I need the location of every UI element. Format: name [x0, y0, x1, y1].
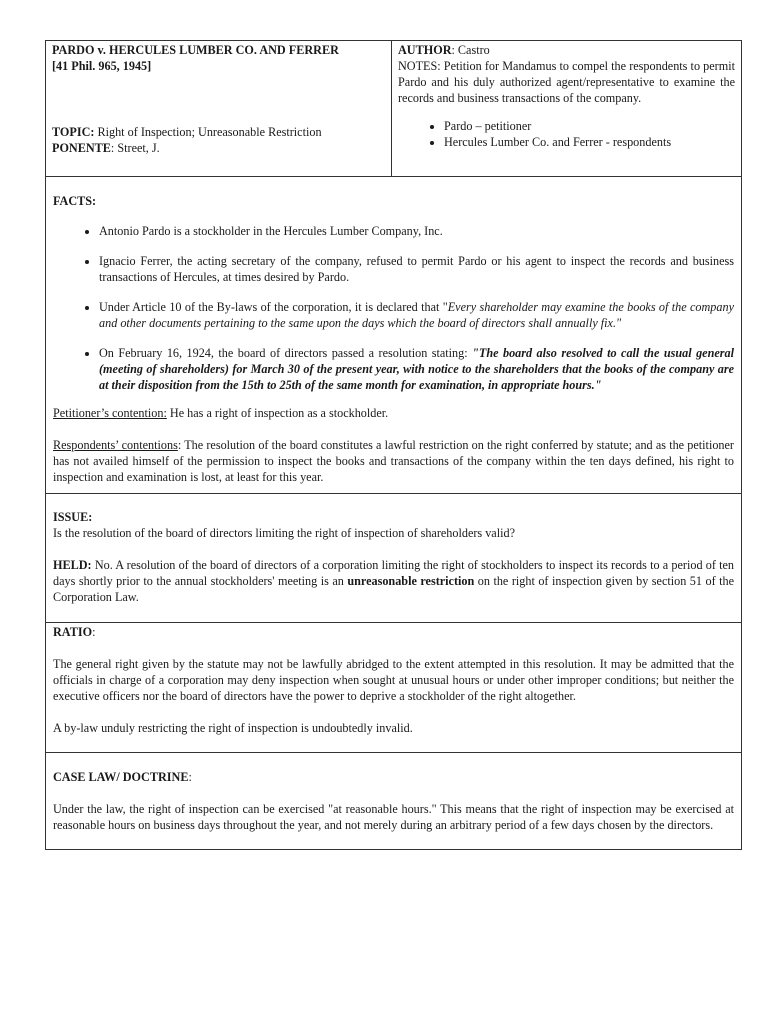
topic-line — [52, 124, 322, 140]
topic-label: TOPIC: — [52, 125, 95, 139]
author-line — [398, 42, 735, 58]
party-petitioner: • Pardo – petitioner — [444, 118, 735, 134]
held-text: No. A resolution of the board of directors of a corporation limiting the right of stockholders to inspect its records to a period of ten days shortly prior to the annual stockholders' meeting is an — [53, 558, 734, 588]
doctrine-colon: : — [188, 770, 192, 784]
doctrine-title: CASE LAW/ DOCTRINE — [53, 770, 189, 784]
ponente-value: : Street, J. — [110, 141, 160, 155]
notes-text: NOTES: Petition for Mandamus to compel the respondents to permit Pardo and his duly authorized agent/representative to examine the records and business transactions of the company. — [398, 59, 735, 105]
topic-block — [52, 124, 322, 156]
fact-text: " — [616, 316, 622, 330]
doctrine-text: Under the law, the right of inspection can be exercised "at reasonable hours." This means that the right of inspection may be exercised at reasonable hours on business days throughout the year, and not merely during an arbitrary period of a few days chosen by the directors. — [53, 802, 734, 832]
author-value: : Castro — [451, 43, 490, 57]
issue-title: ISSUE: — [53, 510, 93, 524]
ratio-title: RATIO — [53, 625, 93, 639]
facts-title: FACTS: — [53, 194, 97, 208]
party-respondents: • Hercules Lumber Co. and Ferrer - respondents — [444, 134, 735, 150]
doctrine-heading — [53, 769, 734, 785]
fact-text: Under Article 10 of the By-laws of the corporation, it is declared that " — [99, 300, 448, 314]
fact-text: On February 16, 1924, the board of directors passed a resolution stating: — [99, 346, 473, 360]
bylaw-quote: Every shareholder may examine the books of the company and other documents pertaining to the same upon the days which the board of directors shall annually fix. — [99, 300, 734, 330]
petitioner-label: Petitioner’s contention: — [53, 406, 167, 420]
ratio-heading — [53, 624, 734, 640]
petitioner-text: He has a right of inspection as a stockholder. — [166, 406, 389, 420]
held-paragraph — [53, 557, 734, 605]
fact-item: • Ignacio Ferrer, the acting secretary of the company, refused to permit Pardo or his agent to inspect the records and business transactions of Hercules, at times desired by Pardo. — [99, 253, 734, 285]
ponente-line — [52, 140, 322, 156]
resolution-quote: "The board also resolved to call the usual general (meeting of shareholders) for March 30 of the present year, with notice to the shareholders that the books of the company are at their disposition from the 15th to 25th of the same month for examination, in appropriate hours." — [99, 346, 734, 392]
topic-value: Right of Inspection; Unreasonable Restriction — [94, 125, 322, 139]
fact-item: • Antonio Pardo is a stockholder in the Hercules Lumber Company, Inc. — [99, 223, 734, 239]
issue-section — [46, 493, 741, 622]
header-right-cell — [392, 41, 741, 176]
doctrine-section — [46, 752, 741, 849]
ratio-paragraph: A by-law unduly restricting the right of inspection is undoubtedly invalid. — [53, 721, 413, 735]
facts-list — [53, 223, 734, 393]
held-text: on the right of inspection given by section 51 of the Corporation Law. — [53, 574, 735, 604]
author-label: AUTHOR — [398, 43, 452, 57]
facts-section — [46, 176, 741, 493]
fact-item — [99, 299, 734, 331]
respondents-label: Respondents’ contentions — [53, 438, 178, 452]
respondents-contention — [53, 437, 734, 485]
petitioner-contention — [53, 405, 734, 421]
header-row — [46, 41, 741, 176]
case-title: PARDO v. HERCULES LUMBER CO. AND FERRER — [52, 43, 339, 57]
ratio-colon: : — [92, 625, 96, 639]
held-label: HELD: — [53, 558, 92, 572]
parties-list — [398, 118, 735, 150]
ratio-paragraph: The general right given by the statute may not be lawfully abridged to the extent attempted in this resolution. It may be admitted that the officials in charge of a corporation may deny inspection when sought at unusual hours or under other improper conditions; but neither the executive officers nor the board of directors have the power to deprive a stockholder of the right altogether. — [53, 657, 734, 703]
held-emphasis: unreasonable restriction — [347, 574, 475, 588]
issue-text: Is the resolution of the board of directors limiting the right of inspection of shareholders valid? — [53, 526, 515, 540]
case-citation: [41 Phil. 965, 1945] — [52, 59, 152, 73]
header-left-cell — [46, 41, 392, 176]
ponente-label: PONENTE — [52, 141, 111, 155]
case-digest-table — [45, 40, 742, 850]
fact-item — [99, 345, 734, 393]
respondents-text: : The resolution of the board constitutes a lawful restriction on the right conferred by statute; and as the petitioner has not availed himself of the permission to inspect the books and transactions of the company within the ten days defined, his right to inspection and examination is lost, at least for this year. — [53, 438, 734, 484]
ratio-section — [46, 622, 741, 752]
